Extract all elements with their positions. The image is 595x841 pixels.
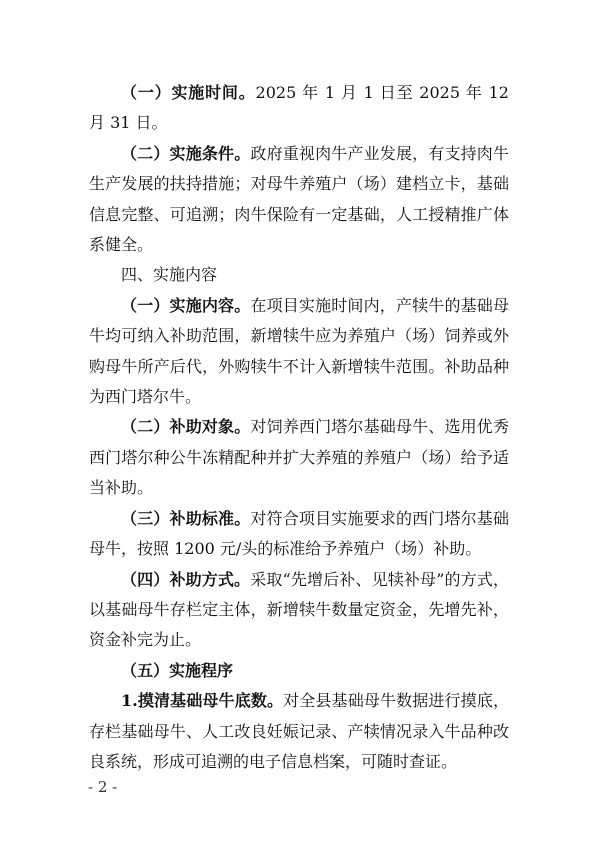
heading-implementation-procedure: （五）实施程序 [121,660,234,680]
page-number: - 2 - [88,778,118,796]
heading-step-1: 1.摸清基础母牛底数。 [121,691,284,711]
paragraph-implementation-content [89,291,509,413]
paragraph-subsidy-standard [89,504,509,565]
heading-implementation-conditions: （二）实施条件。 [121,143,251,163]
text-implementation-content: 在项目实施时间内，产犊牛的基础母牛均可纳入补助范围，新增犊牛应为养殖户（场）饲养或外购母牛所产后代，外购犊牛不计入新增犊牛范围。补助品种为西门塔尔牛。 [89,295,509,407]
heading-subsidy-standard: （三）补助标准。 [121,508,251,528]
paragraph-subsidy-method [89,565,509,656]
paragraph-implementation-conditions [89,139,509,261]
heading-implementation-content: （一）实施内容。 [121,295,251,315]
section-heading-implementation-content [89,260,509,290]
paragraph-implementation-time [89,78,509,139]
text-implementation-conditions: 政府重视肉牛产业发展，有支持肉牛生产发展的扶持措施；对母牛养殖户（场）建档立卡，基础信息完整、可追溯；肉牛保险有一定基础，人工授精推广体系健全。 [89,143,509,255]
heading-subsidy-target: （二）补助对象。 [121,417,251,437]
document-body [89,78,509,777]
text-subsidy-standard: 对符合项目实施要求的西门塔尔基础母牛，按照 1200 元/头的标准给予养殖户（场）补助。 [89,508,509,559]
heading-implementation-time: （一）实施时间。 [121,83,256,102]
text-step-1: 对全县基础母牛数据进行摸底，存栏基础母牛、人工改良妊娠记录、产犊情况录入牛品种改良系统，形成可追溯的电子信息档案，可随时查证。 [89,691,509,771]
paragraph-subsidy-target [89,412,509,503]
text-subsidy-target: 对饲养西门塔尔基础母牛、选用优秀西门塔尔种公牛冻精配种并扩大养殖的养殖户（场）给予适当补助。 [89,417,509,498]
text-subsidy-method: 采取“先增后补、见犊补母”的方式，以基础母牛存栏定主体，新增犊牛数量定资金，先增先补，资金补完为止。 [89,569,509,650]
heading-subsidy-method: （四）补助方式。 [121,569,251,589]
paragraph-step-1 [89,686,509,777]
text-implementation-time: 2025 年 1 月 1 日至 2025 年 12 月 31 日。 [89,83,509,133]
section-heading-text: 四、实施内容 [121,265,218,285]
paragraph-implementation-procedure [89,656,509,686]
